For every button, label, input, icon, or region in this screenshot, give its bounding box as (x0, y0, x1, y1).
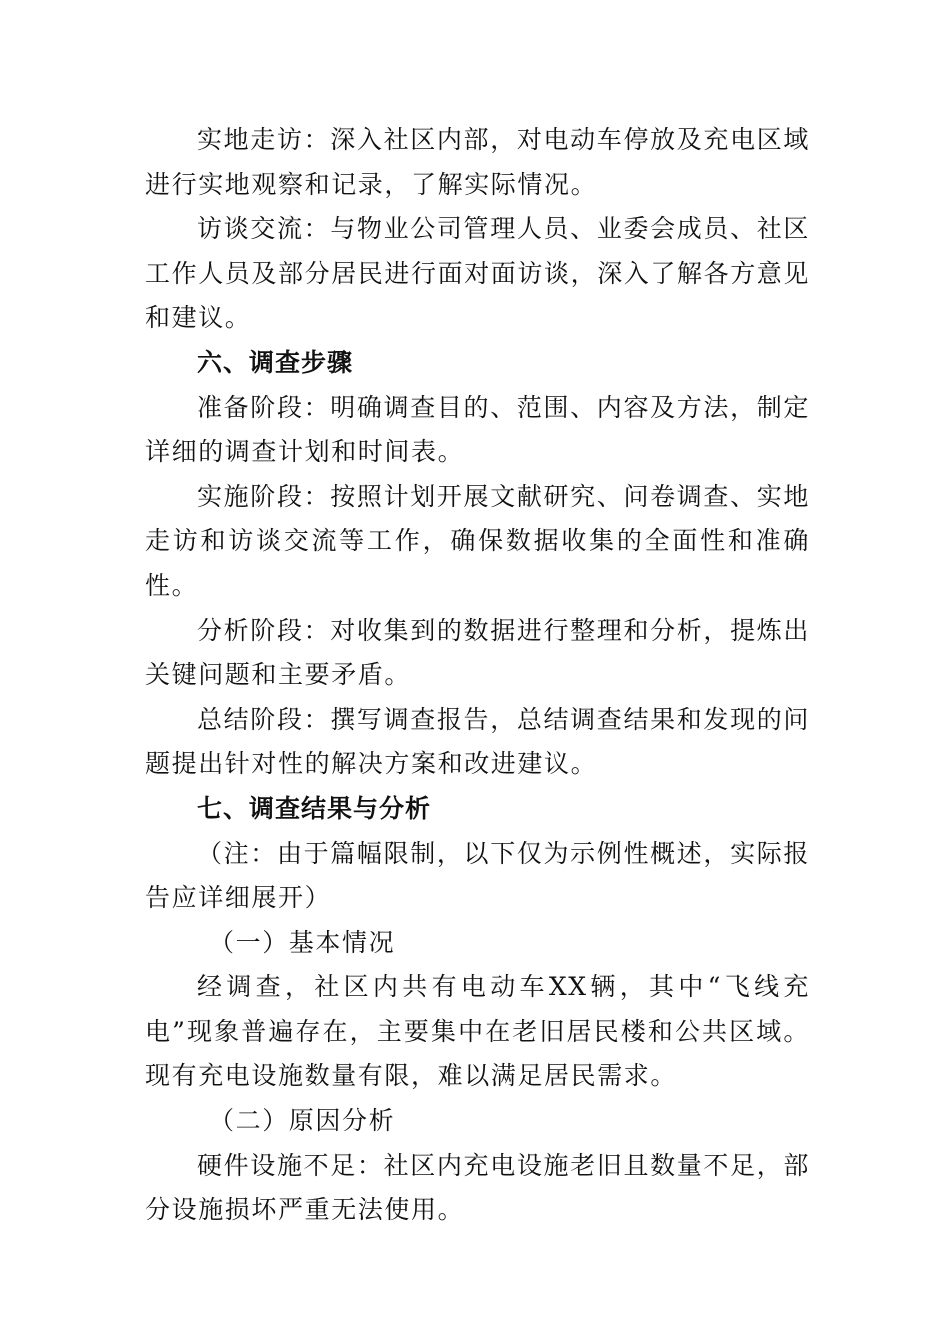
paragraph-interviews: 访谈交流：与物业公司管理人员、业委会成员、社区工作人员及部分居民进行面对面访谈，深入了解各方意见和建议。 (145, 214, 811, 333)
paragraph-hardware-shortage: 硬件设施不足：社区内充电设施老旧且数量不足，部分设施损坏严重无法使用。 (145, 1150, 810, 1225)
paragraph-field-visit: 实地走访：深入社区内部，对电动车停放及充电区域进行实地观察和记录，了解实际情况。 (145, 125, 810, 199)
paragraph-analysis-stage: 分析阶段：对收集到的数据进行整理和分析，提炼出关键问题和主要矛盾。 (145, 615, 810, 690)
paragraph-summary-stage: 总结阶段：撰写调查报告，总结调查结果和发现的问题提出针对性的解决方案和改进建议。 (145, 704, 810, 779)
section-heading-survey-steps: 六、调查步骤 (197, 347, 354, 377)
subheading-cause-analysis: （二）原因分析 (209, 1106, 396, 1136)
subheading-basic-situation: （一）基本情况 (209, 927, 396, 957)
paragraph-basic-situation: 经调查，社区内共有电动车XX辆，其中“飞线充电”现象普遍存在，主要集中在老旧居民楼和公共区域。现有充电设施数量有限，难以满足居民需求。 (145, 972, 810, 1091)
section-heading-results-analysis: 七、调查结果与分析 (197, 793, 432, 823)
paragraph-note: （注：由于篇幅限制，以下仅为示例性概述，实际报告应详细展开） (145, 838, 810, 913)
document-body (145, 118, 810, 1233)
paragraph-implementation-stage: 实施阶段：按照计划开展文献研究、问卷调查、实地走访和访谈交流等工作，确保数据收集的全面性和准确性。 (145, 481, 810, 600)
paragraph-preparation-stage: 准备阶段：明确调查目的、范围、内容及方法，制定详细的调查计划和时间表。 (145, 392, 810, 467)
